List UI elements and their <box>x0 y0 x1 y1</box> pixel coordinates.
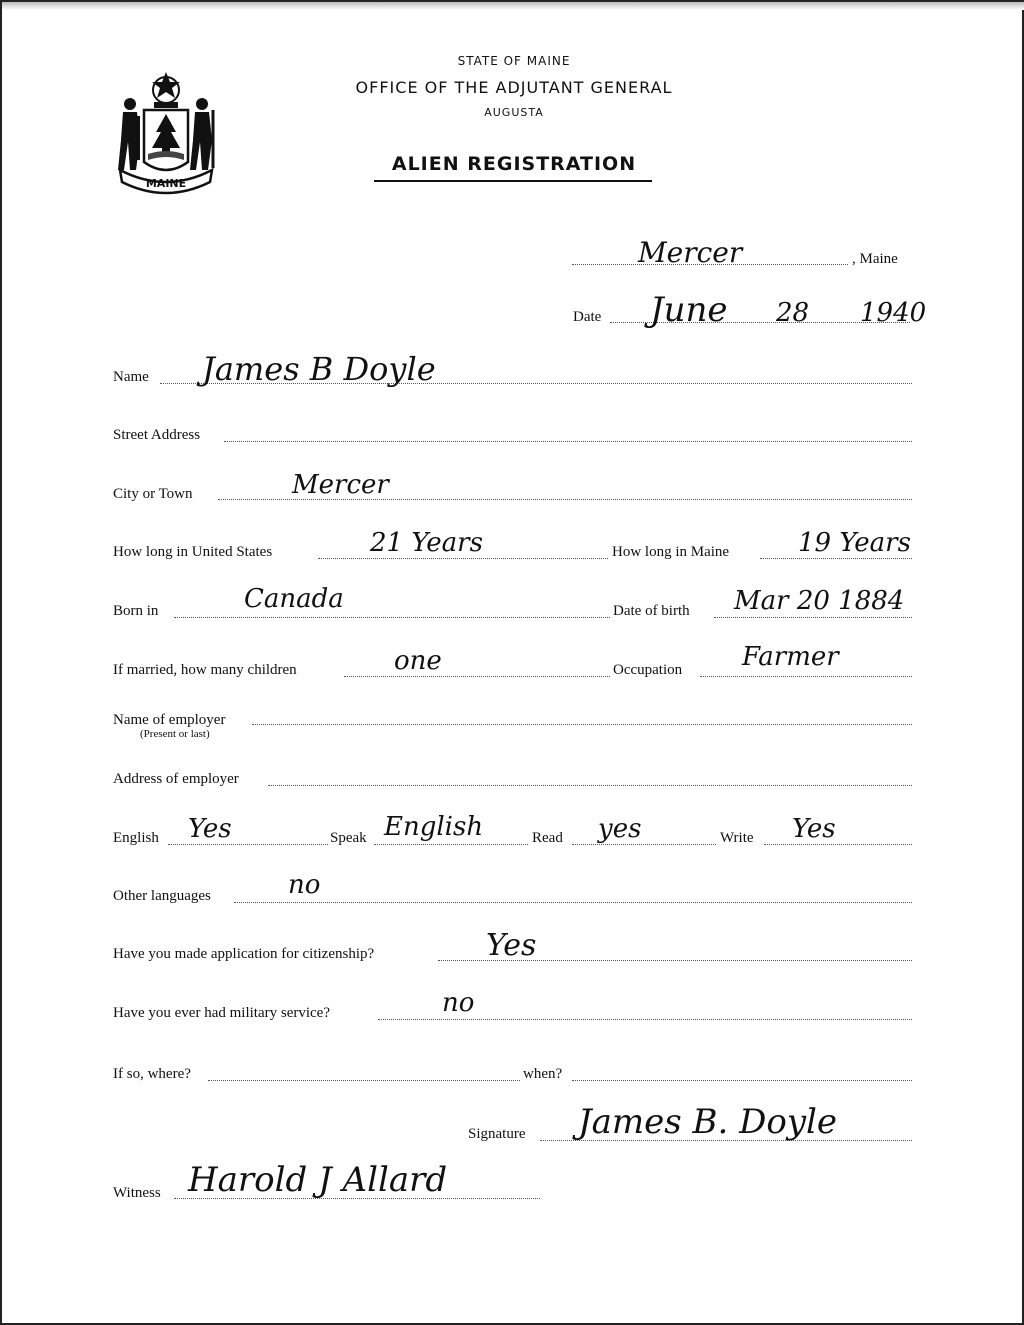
where-label: If so, where? <box>113 1066 191 1082</box>
employer-address-line <box>268 785 912 786</box>
military-value: no <box>442 988 475 1018</box>
speak-value: English <box>384 812 484 842</box>
military-line <box>378 1019 912 1020</box>
english-value: Yes <box>188 814 232 844</box>
dob-line <box>714 617 912 618</box>
military-label: Have you ever had military service? <box>113 1005 330 1021</box>
employer-sublabel: (Present or last) <box>140 728 210 740</box>
occupation-line <box>700 676 912 677</box>
maine-line <box>760 558 912 559</box>
occupation-label: Occupation <box>613 662 683 678</box>
write-value: Yes <box>792 814 836 844</box>
name-value: James B Doyle <box>202 350 436 388</box>
speak-line <box>374 844 528 845</box>
read-label: Read <box>532 830 563 846</box>
born-value: Canada <box>244 584 344 614</box>
maine-label: How long in Maine <box>612 544 730 560</box>
witness-label: Witness <box>113 1185 161 1201</box>
employer-line <box>252 724 912 725</box>
english-label: English <box>113 830 159 846</box>
town-value: Mercer <box>638 236 743 269</box>
when-line <box>572 1080 912 1081</box>
other-languages-value: no <box>288 870 321 900</box>
dob-value: Mar 20 1884 <box>734 586 905 616</box>
signature-label: Signature <box>468 1126 526 1142</box>
maine-value: 19 Years <box>798 528 911 558</box>
signature-value: James B. Doyle <box>578 1102 838 1142</box>
other-languages-line <box>234 902 912 903</box>
city-value: Mercer <box>292 470 389 500</box>
date-year: 1940 <box>860 298 927 328</box>
date-month: June <box>650 290 728 330</box>
date-day: 28 <box>776 298 810 328</box>
header-office: OFFICE OF THE ADJUTANT GENERAL <box>355 78 673 97</box>
english-line <box>168 844 328 845</box>
town-suffix: , Maine <box>852 251 898 267</box>
employer-label: Name of employer <box>113 712 226 728</box>
children-value: one <box>394 646 442 676</box>
read-line <box>572 844 716 845</box>
speak-label: Speak <box>330 830 367 846</box>
citizenship-label: Have you made application for citizenship? <box>113 946 375 962</box>
header-city: AUGUSTA <box>484 106 544 119</box>
where-line <box>208 1080 520 1081</box>
other-languages-label: Other languages <box>113 888 211 904</box>
street-line <box>224 441 912 442</box>
city-label: City or Town <box>113 486 193 502</box>
when-label: when? <box>523 1066 563 1082</box>
dob-label: Date of birth <box>613 603 690 619</box>
title-underline <box>374 180 652 182</box>
us-line <box>318 558 608 559</box>
children-label: If married, how many children <box>113 662 297 678</box>
us-value: 21 Years <box>370 528 483 558</box>
us-label: How long in United States <box>113 544 273 560</box>
write-label: Write <box>720 830 754 846</box>
name-label: Name <box>113 369 149 385</box>
children-line <box>344 676 610 677</box>
witness-value: Harold J Allard <box>188 1160 448 1200</box>
form-title: ALIEN REGISTRATION <box>391 153 637 175</box>
scan-edge <box>2 2 1024 10</box>
citizenship-value: Yes <box>486 928 537 963</box>
street-label: Street Address <box>113 427 201 443</box>
date-label: Date <box>573 309 602 325</box>
born-label: Born in <box>113 603 159 619</box>
occupation-value: Farmer <box>742 642 839 672</box>
seal-text: MAINE <box>145 177 187 190</box>
born-line <box>174 617 610 618</box>
write-line <box>764 844 912 845</box>
header-state: STATE OF MAINE <box>457 54 571 68</box>
read-value: yes <box>598 814 642 844</box>
employer-address-label: Address of employer <box>113 771 239 787</box>
